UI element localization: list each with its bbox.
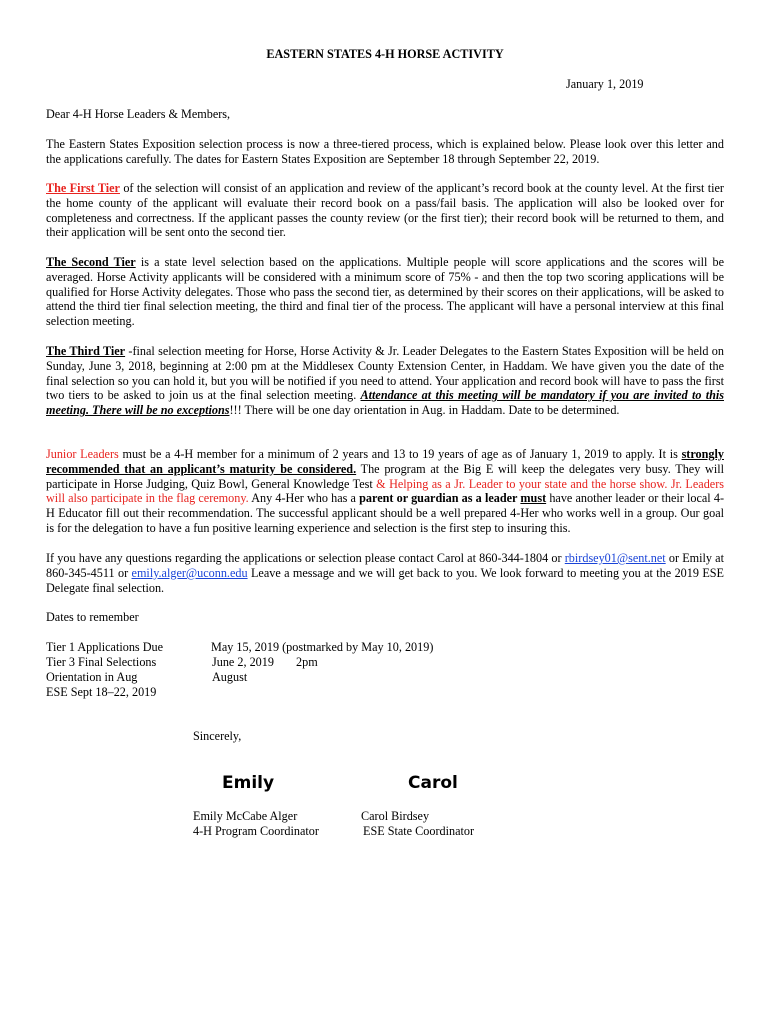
second-tier-heading: The Second Tier xyxy=(46,255,136,269)
date-label: Tier 1 Applications Due xyxy=(46,640,164,654)
date-value: June 2, 2019 xyxy=(212,655,274,669)
contact-paragraph xyxy=(46,551,724,595)
junior-text-1: must be a 4-H member for a minimum of 2 years and 13 to 19 years of age as of January 1, 2019 to apply. It is xyxy=(118,447,682,461)
third-tier-paragraph xyxy=(46,344,724,418)
second-tier-paragraph xyxy=(46,255,724,329)
junior-leaders-label: Junior Leaders xyxy=(46,447,119,461)
first-tier-paragraph xyxy=(46,181,724,240)
third-tier-tail: !!! There will be one day orientation in Aug. in Haddam. Date to be determined. xyxy=(229,403,620,418)
first-tier-text: of the selection will consist of an application and review of the applicant’s record book at the county level. At the first tier the home county of the applicant will evaluate their record book on a pass/fail basis. The application will also be looked over for completeness and correctness. If the applicant passes the county review (or the first tier); their record book will be returned to them, and their application will be sent onto the second tier. xyxy=(46,181,724,240)
signer-name: Carol Birdsey xyxy=(361,809,430,823)
third-tier-heading: The Third Tier xyxy=(46,344,126,358)
signer-name: Emily McCabe Alger xyxy=(193,809,298,823)
signer-role: ESE State Coordinator xyxy=(363,824,475,838)
signature-carol: Carol xyxy=(408,773,458,793)
date-label: Orientation in Aug xyxy=(46,670,138,684)
closing: Sincerely, xyxy=(193,729,242,743)
dates-heading: Dates to remember xyxy=(46,610,139,624)
salutation: Dear 4-H Horse Leaders & Members, xyxy=(46,107,231,121)
contact-text-3: Leave a message and we will get back to you. We look forward to meeting you at the 2019 ESE Delegate final selection. xyxy=(46,565,724,595)
contact-text-1: If you have any questions regarding the applications or selection please contact Carol at 860-344-1804 or xyxy=(46,551,565,565)
junior-text-3: Any 4-Her who has a xyxy=(248,491,360,506)
signer-role: 4-H Program Coordinator xyxy=(193,824,319,838)
attendance-emphasis: Attendance at this meeting will be mandatory if you are invited to this meeting. There will be no exceptions xyxy=(46,388,724,418)
date-value: August xyxy=(212,670,248,684)
intro-paragraph: The Eastern States Exposition selection process is now a three-tiered process, which is explained below. Please look over this letter and the applications carefully. The dates for Eastern States Exposition are September 18 through September 22, 2019. xyxy=(46,137,724,166)
third-tier-text: -final selection meeting for Horse, Horse Activity & Jr. Leader Delegates to the Eastern States Exposition will be held on Sunday, June 3, 2018, beginning at 2:00 pm at the Middlesex County Extension Center, in Haddam. We have given you the date of the final selection so you can hold it, but you will be notified if you need to attend. Your application and record book will have to pass the first two tiers to be asked to join us at the final selection meeting. xyxy=(46,344,724,403)
date-value: May 15, 2019 (postmarked by May 10, 2019) xyxy=(211,640,434,654)
parent-guardian-text: parent or guardian as a leader xyxy=(359,491,521,506)
first-tier-heading: The First Tier xyxy=(46,181,120,195)
date-label: Tier 3 Final Selections xyxy=(46,655,157,669)
signature-emily: Emily xyxy=(222,773,275,793)
junior-text-2: The program at the Big E will keep the delegates very busy. They will participate in Horse Judging, Quiz Bowl, General Knowledge Test xyxy=(46,461,724,491)
carol-email-link[interactable]: rbirdsey01@sent.net xyxy=(564,551,666,565)
contact-text-2: or Emily at 860-345-4511 or xyxy=(46,551,724,580)
letter-title: EASTERN STATES 4-H HORSE ACTIVITY xyxy=(266,47,504,61)
date-extra: 2pm xyxy=(296,655,318,669)
letter-date: January 1, 2019 xyxy=(566,77,644,91)
junior-red-text: & Helping as a Jr. Leader to your state and the horse show. Jr. Leaders will also participate in the flag ceremony. xyxy=(46,476,724,506)
maturity-recommendation: strongly recommended that an applicant’s maturity be considered. xyxy=(46,447,724,476)
junior-leaders-paragraph xyxy=(46,447,724,536)
junior-text-4: have another leader or their local 4-H Educator fill out their recommendation. The successful applicant should be a well prepared 4-Her who works well in a group. Our goal is for the delegation to have a fun positive learning experience and selection is the first step to insuring this. xyxy=(46,491,725,535)
date-label: ESE Sept 18–22, 2019 xyxy=(46,685,157,699)
second-tier-text: is a state level selection based on the applications. Multiple people will score applications and the scores will be averaged. Horse Activity applicants will be considered with a minimum score of 75% - and then the top two scoring applications will be qualified for Horse Activity delegates. Those who pass the second tier, as determined by their scores on their applications, will be asked to attend the third tier final selection meeting, the third and final tier of the process. The applicant will have a personal interview at this final selection meeting. xyxy=(46,255,724,329)
emily-email-link[interactable]: emily.alger@uconn.edu xyxy=(131,565,248,580)
must-text: must xyxy=(520,491,547,506)
